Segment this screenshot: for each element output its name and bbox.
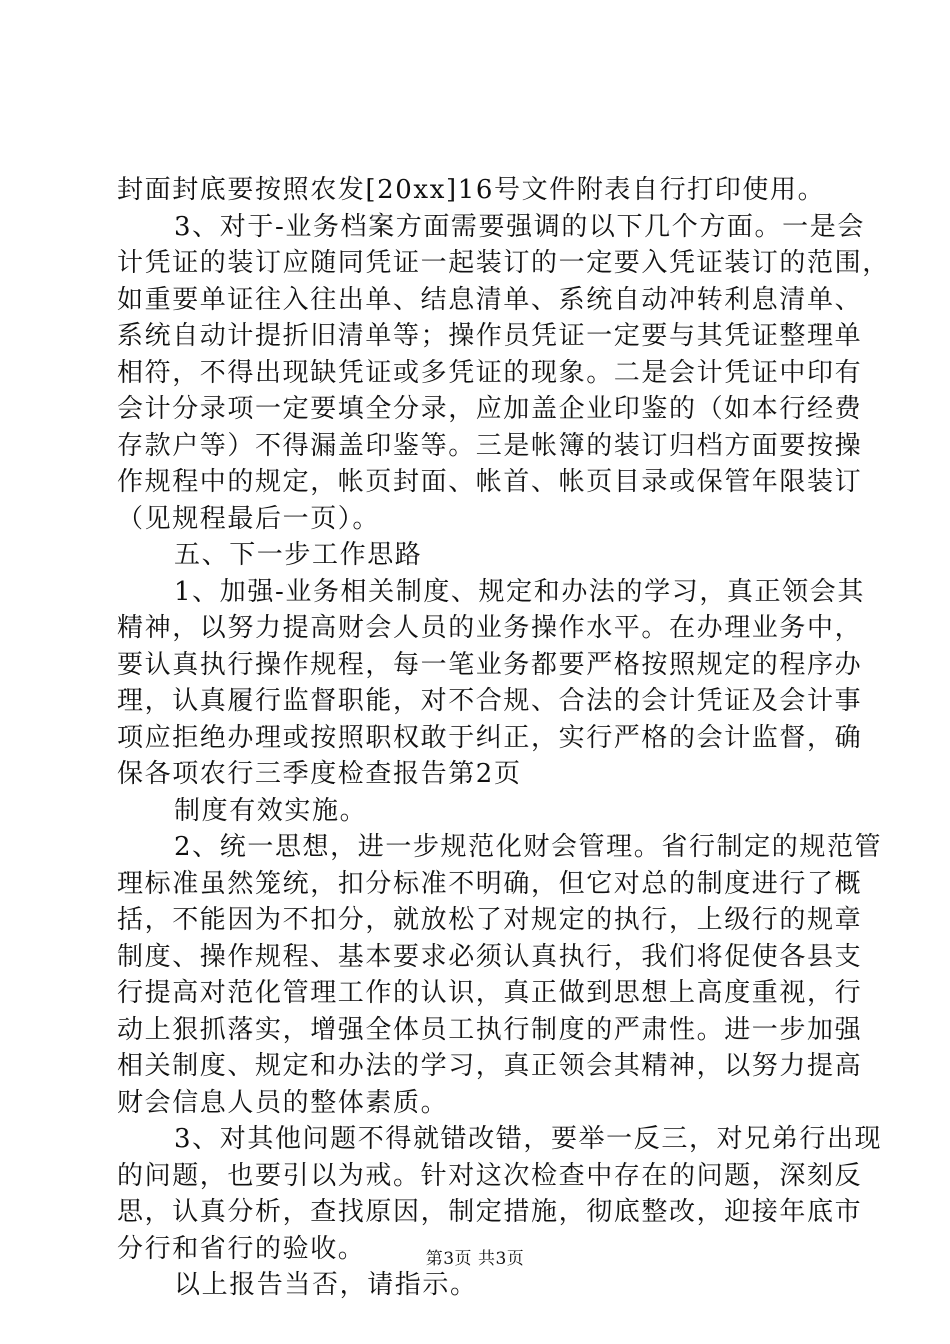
- text-line: 计凭证的装订应随同凭证一起装订的一定要入凭证装订的范围，: [117, 248, 890, 278]
- text-line: 财会信息人员的整体素质。: [117, 1087, 449, 1118]
- text-line: 3、对于-业务档案方面需要强调的以下几个方面。一是会: [174, 211, 865, 242]
- text-line: （见规程最后一页）。: [117, 503, 381, 534]
- document-body: [117, 172, 890, 1304]
- text-line: 思，认真分析，查找原因，制定措施，彻底整改，迎接年底市: [117, 1197, 863, 1227]
- page-footer: 第3页 共3页: [425, 1249, 525, 1269]
- text-line: 理标准虽然笼统，扣分标准不明确，但它对总的制度进行了概: [117, 868, 863, 899]
- text-line: 制度、操作规程、基本要求必须认真执行，我们将促使各县支: [117, 941, 863, 972]
- text-line: 保各项农行三季度检查报告第2页: [117, 759, 522, 789]
- text-line: 动上狠抓落实，增强全体员工执行制度的严肃性。进一步加强: [117, 1014, 863, 1045]
- text-line: 五、下一步工作思路: [174, 540, 423, 570]
- text-line: 制度有效实施。: [174, 795, 368, 826]
- text-line: 作规程中的规定，帐页封面、帐首、帐页目录或保管年限装订: [117, 467, 863, 497]
- text-line: 1、加强-业务相关制度、规定和办法的学习，真正领会其: [174, 576, 865, 607]
- text-line: 存款户等）不得漏盖印鉴等。三是帐簿的装订归档方面要按操: [117, 430, 863, 461]
- text-line: 相关制度、规定和办法的学习，真正领会其精神，以努力提高: [117, 1051, 863, 1081]
- text-line: 3、对其他问题不得就错改错，要举一反三，对兄弟行出现: [174, 1124, 883, 1154]
- text-line: 2、统一思想，进一步规范化财会管理。省行制定的规范管: [174, 832, 883, 862]
- text-line: 会计分录项一定要填全分录，应加盖企业印鉴的（如本行经费: [117, 394, 863, 424]
- text-line: 的问题，也要引以为戒。针对这次检查中存在的问题，深刻反: [117, 1160, 863, 1191]
- text-line: 如重要单证往入往出单、结息清单、系统自动冲转利息清单、: [117, 284, 863, 315]
- text-line: 精神，以努力提高财会人员的业务操作水平。在办理业务中，: [117, 613, 863, 643]
- text-line: 封面封底要按照农发[20xx]16号文件附表自行打印使用。: [117, 175, 826, 205]
- text-line: 行提高对范化管理工作的认识，真正做到思想上高度重视，行: [117, 978, 863, 1008]
- text-line: 理，认真履行监督职能，对不合规、合法的会计凭证及会计事: [117, 686, 863, 716]
- text-line: 系统自动计提折旧清单等；操作员凭证一定要与其凭证整理单: [117, 321, 863, 351]
- text-line: 以上报告当否，请指示。: [174, 1270, 478, 1300]
- text-line: 相符，不得出现缺凭证或多凭证的现象。二是会计凭证中印有: [117, 357, 863, 388]
- text-line: 项应拒绝办理或按照职权敢于纠正，实行严格的会计监督，确: [117, 722, 863, 753]
- text-line: 括，不能因为不扣分，就放松了对规定的执行，上级行的规章: [117, 905, 863, 935]
- text-line: 要认真执行操作规程，每一笔业务都要严格按照规定的程序办: [117, 649, 863, 680]
- text-line: 分行和省行的验收。: [117, 1233, 366, 1264]
